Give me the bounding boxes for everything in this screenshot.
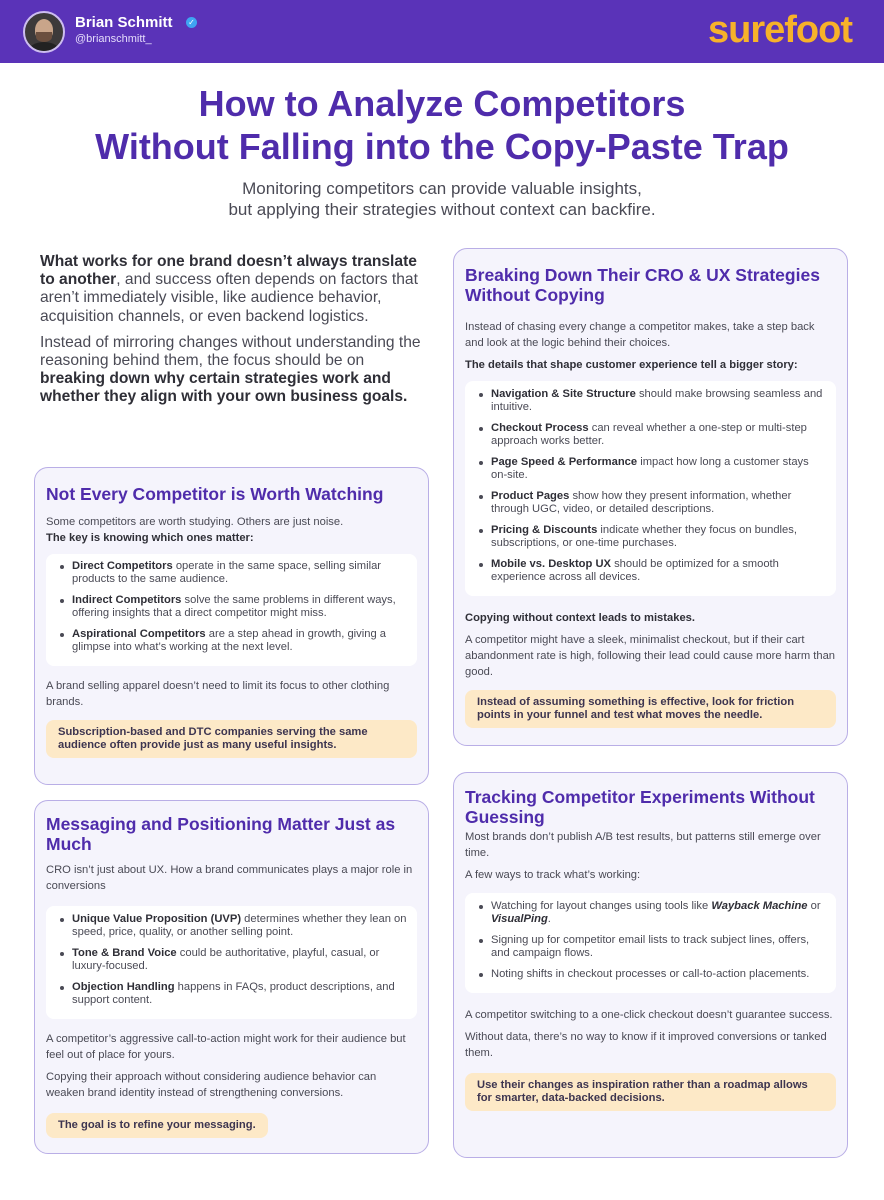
list-item-bold: Indirect Competitors	[72, 594, 182, 606]
list-item	[72, 913, 407, 939]
title-line-2: Without Falling into the Copy-Paste Trap	[95, 126, 789, 167]
card-tracking-experiments	[453, 772, 848, 1158]
list-item-bold: Page Speed & Performance	[491, 456, 638, 468]
list-item	[72, 628, 407, 654]
list-item-text: show how they present information, whether through UGC, video, or detailed descriptions.	[491, 490, 792, 515]
card-text: A brand selling apparel doesn’t need to limit its focus to other clothing brands.	[46, 680, 390, 708]
intro-text	[40, 253, 425, 415]
intro-paragraph-1	[40, 253, 425, 326]
list-item	[491, 422, 826, 448]
list-item-bold: Mobile vs. Desktop UX	[491, 558, 611, 570]
page-subtitle	[0, 178, 884, 220]
list-item-bold: Product Pages	[491, 490, 570, 502]
list-item-bold: Objection Handling	[72, 981, 175, 993]
card-text: A competitor switching to a one-click checkout doesn’t guarantee success.	[465, 1009, 833, 1021]
card-text: CRO isn’t just about UX. How a brand communicates plays a major role in conversions	[46, 864, 413, 892]
list-item-text: indicate whether they focus on bundles, subscriptions, or one-time purchases.	[491, 524, 797, 549]
card-text: A few ways to track what’s working:	[465, 869, 641, 881]
list-item	[72, 560, 407, 586]
list-item-text: can reveal whether a one-step or multi-step approach works better.	[491, 422, 807, 447]
card-list-box	[46, 554, 417, 666]
card-text: A competitor might have a sleek, minimalist checkout, but if their cart abandonment rate is high, following their lead could cause more harm than good.	[465, 634, 836, 678]
card-text: Copying their approach without considering audience behavior can weaken brand identity instead of strengthening conversions.	[46, 1071, 377, 1099]
list-item	[491, 524, 826, 550]
subtitle-line-1: Monitoring competitors can provide valuable insights,	[242, 179, 642, 198]
list-item-bold: Checkout Process	[491, 422, 589, 434]
card-list-box	[465, 893, 836, 993]
list-item	[491, 900, 826, 926]
card-text-bold: The key is knowing which ones matter:	[46, 532, 254, 544]
list-item-text: happens in FAQs, product descriptions, and support content.	[72, 981, 395, 1006]
callout-note: Use their changes as inspiration rather than a roadmap allows for smarter, data-backed decisions.	[465, 1073, 836, 1111]
card-text: Without data, there’s no way to know if it improved conversions or tanked them.	[465, 1031, 827, 1059]
list-item	[491, 388, 826, 414]
list-item	[72, 947, 407, 973]
avatar-body	[28, 42, 60, 53]
list-item-text: .	[547, 913, 551, 925]
card-cro-ux-strategies	[453, 248, 848, 746]
list-item	[72, 594, 407, 620]
list-item-text: or	[807, 900, 821, 912]
card-heading: Breaking Down Their CRO & UX Strategies Without Copying	[465, 265, 820, 305]
list-item-text: are a step ahead in growth, giving a glimpse into what’s working at the next level.	[72, 628, 387, 653]
list-item-text: Noting shifts in checkout processes or call-to-action placements.	[491, 968, 810, 980]
list-item-bold: Navigation & Site Structure	[491, 388, 636, 400]
list-item-bold: Tone & Brand Voice	[72, 947, 177, 959]
list-item-text: solve the same problems in different ways, offering insights that a direct competitor might miss.	[72, 594, 396, 619]
intro-p1-bold: What works for one brand doesn’t always translate to another	[40, 253, 417, 289]
list-item-bold: Direct Competitors	[72, 560, 173, 572]
header-bar	[0, 0, 884, 63]
list-item-text: operate in the same space, selling similar products to the same audience.	[72, 560, 382, 585]
callout-note: Instead of assuming something is effective, look for friction points in your funnel and test what moves the needle.	[465, 690, 836, 728]
card-list-box	[465, 381, 836, 596]
brand-logo: surefoot	[708, 9, 852, 51]
intro-p2-rest: Instead of mirroring changes without understanding the reasoning behind them, the focus should be on	[40, 333, 421, 370]
card-text: Some competitors are worth studying. Others are just noise.	[46, 516, 344, 528]
list-item-text: Signing up for competitor email lists to track subject lines, offers, and campaign flows.	[491, 934, 810, 959]
card-text: Most brands don’t publish A/B test results, but patterns still emerge over time.	[465, 831, 821, 859]
card-competitor-watching	[34, 467, 429, 785]
title-line-1: How to Analyze Competitors	[198, 83, 686, 124]
list-item	[491, 968, 826, 981]
callout-note: The goal is to refine your messaging.	[46, 1113, 268, 1138]
list-item-bold: Aspirational Competitors	[72, 628, 206, 640]
card-heading: Messaging and Positioning Matter Just as Much	[46, 814, 396, 854]
list-item-text: should make browsing seamless and intuitive.	[491, 388, 823, 413]
author-name[interactable]: Brian Schmitt	[75, 14, 173, 31]
tool-name-visualping: VisualPing	[491, 913, 548, 925]
card-heading: Tracking Competitor Experiments Without Guessing	[465, 787, 815, 827]
list-item	[72, 981, 407, 1007]
list-item-text: determines whether they lean on speed, price, quality, or another selling point.	[72, 913, 407, 938]
list-item-text: could be authoritative, playful, casual, or luxury-focused.	[72, 947, 380, 972]
list-item-bold: Unique Value Proposition (UVP)	[72, 913, 242, 925]
intro-p2-bold: breaking down why certain strategies work and whether they align with your own business goals.	[40, 370, 408, 406]
tool-name-wayback: Wayback Machine	[711, 900, 808, 912]
verified-badge-icon: ✓	[186, 17, 197, 28]
intro-paragraph-2	[40, 334, 425, 407]
card-messaging-positioning	[34, 800, 429, 1154]
card-heading: Not Every Competitor is Worth Watching	[46, 484, 384, 504]
list-item	[491, 558, 826, 584]
card-text-bold: Copying without context leads to mistakes.	[465, 612, 695, 624]
list-item-bold: Pricing & Discounts	[491, 524, 598, 536]
card-list-box	[46, 906, 417, 1019]
card-text-bold: The details that shape customer experience tell a bigger story:	[465, 359, 798, 371]
list-item	[491, 934, 826, 960]
card-text: Instead of chasing every change a competitor makes, take a step back and look at the logic behind their choices.	[465, 321, 815, 349]
list-item	[491, 490, 826, 516]
list-item-text: should be optimized for a smooth experience across all devices.	[491, 558, 779, 583]
card-text: A competitor’s aggressive call-to-action might work for their audience but feel out of place for yours.	[46, 1033, 406, 1061]
list-item	[491, 456, 826, 482]
list-item-text: impact how long a customer stays on-site.	[491, 456, 809, 481]
author-avatar[interactable]	[23, 11, 65, 53]
page-title	[0, 82, 884, 168]
callout-note: Subscription-based and DTC companies serving the same audience often provide just as many useful insights.	[46, 720, 417, 758]
intro-p1-rest: , and success often depends on factors that aren’t immediately visible, like audience behavior, acquisition channels, or even backend logistics.	[40, 271, 418, 325]
list-item-text: Watching for layout changes using tools like	[491, 900, 712, 912]
avatar-beard	[36, 32, 52, 42]
subtitle-line-2: but applying their strategies without context can backfire.	[228, 200, 656, 219]
author-handle[interactable]: @brianschmitt_	[75, 33, 152, 45]
